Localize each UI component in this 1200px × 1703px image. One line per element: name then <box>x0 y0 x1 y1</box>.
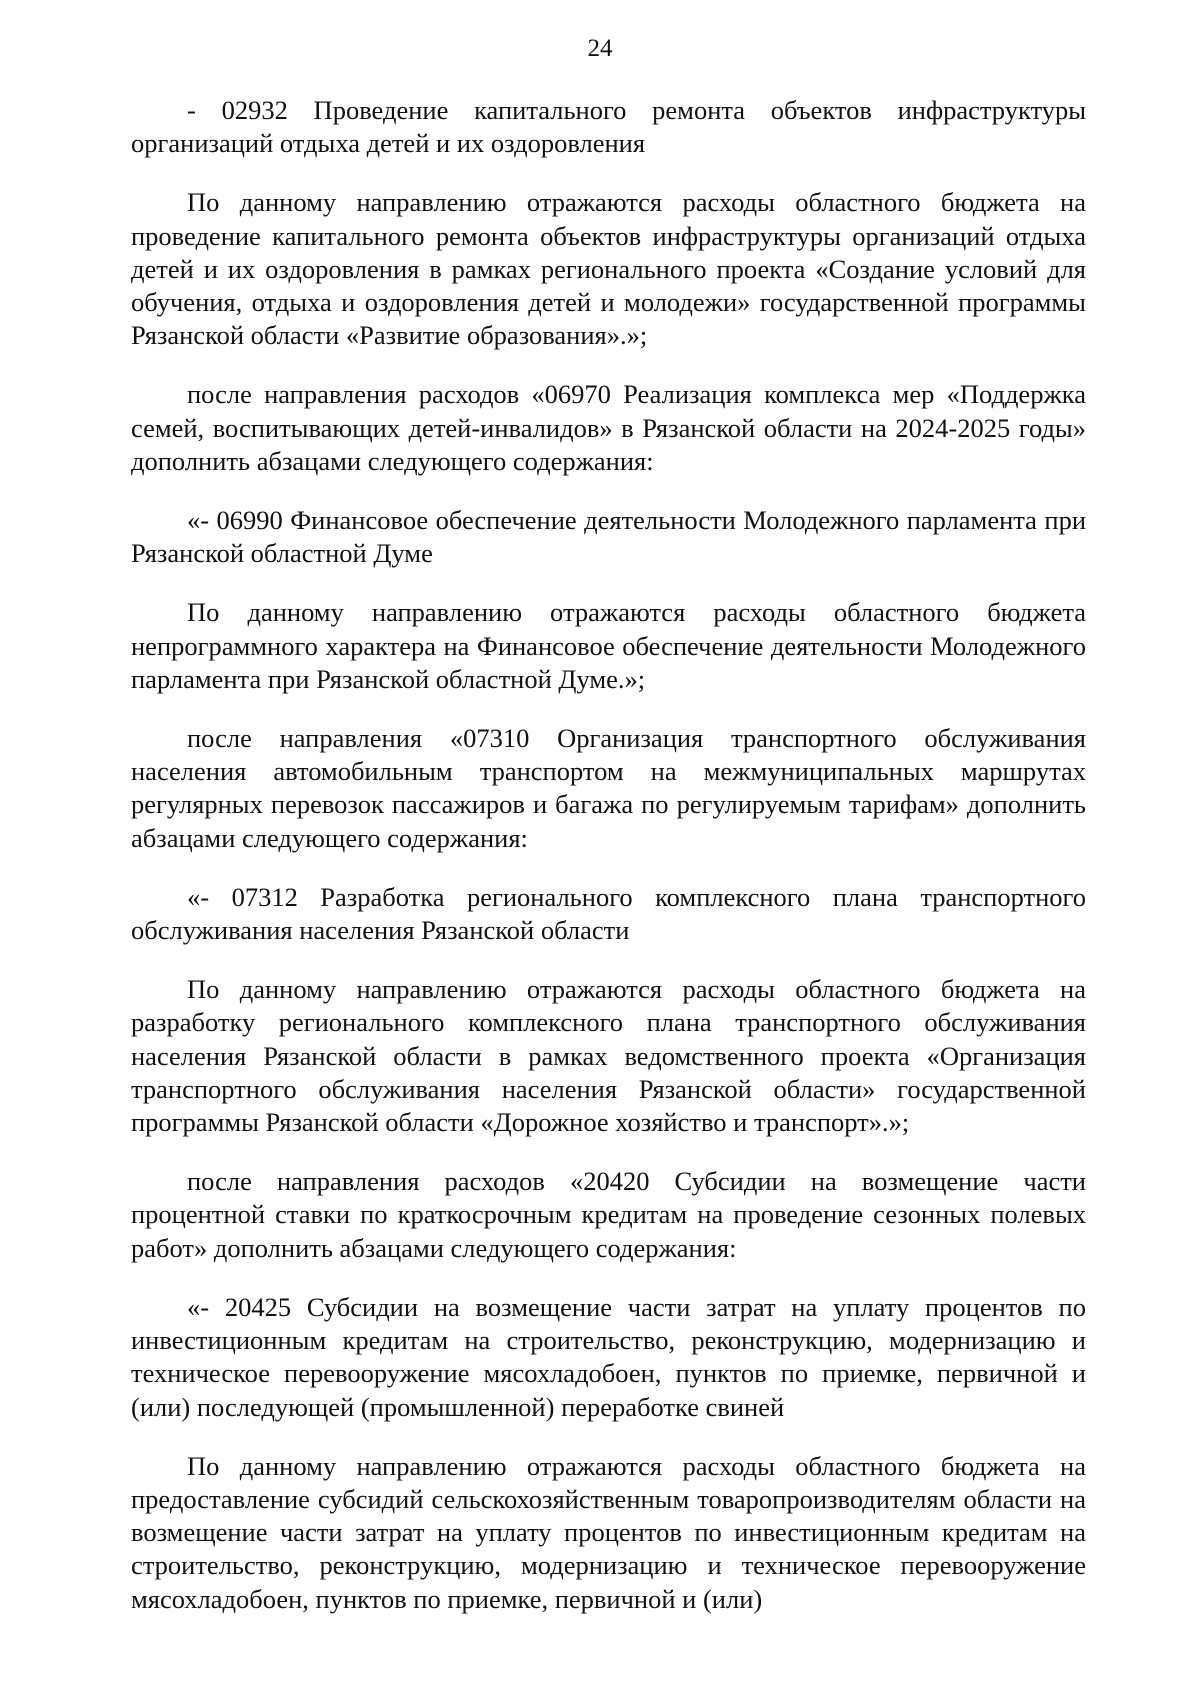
paragraph-after-07310: после направления «07310 Организация транспортного обслуживания населения автомобильным транспортом на межмуниципальных маршрутах регулярных перевозок пассажиров и багажа по регулируемым тарифам» дополнить абзацами следующего содержания: <box>131 723 1086 853</box>
paragraph-20425-heading: «- 20425 Субсидии на возмещение части затрат на уплату процентов по инвестиционным кредитам на строительство, реконструкцию, модернизацию и техническое перевооружение мясохладобоен, пунктов по приемке, первичной и (или) последующей (промышленной) переработке свиней <box>131 1291 1086 1422</box>
paragraph-02932-heading: - 02932 Проведение капитального ремонта объектов инфраструктуры организаций отдыха детей и их оздоровления <box>131 95 1086 159</box>
paragraph-06990-description: По данному направлению отражаются расходы областного бюджета непрограммного характера на Финансовое обеспечение деятельности Молодежного парламента при Рязанской областной Думе.»; <box>131 597 1086 694</box>
paragraph-02932-description: По данному направлению отражаются расходы областного бюджета на проведение капитального ремонта объектов инфраструктуры организаций отдыха детей и их оздоровления в рамках регионального проекта «Создание условий для обучения, отдыха и оздоровления детей и молодежи» государственной программы Рязанской области «Развитие образования».»; <box>131 187 1086 351</box>
paragraph-after-06970: после направления расходов «06970 Реализация комплекса мер «Поддержка семей, воспитывающих детей-инвалидов» в Рязанской области на 2024-2025 годы» дополнить абзацами следующего содержания: <box>131 379 1086 476</box>
paragraph-06990-heading: «- 06990 Финансовое обеспечение деятельности Молодежного парламента при Рязанской областной Думе <box>131 505 1086 569</box>
paragraph-20425-description: По данному направлению отражаются расходы областного бюджета на предоставление субсидий сельскохозяйственным товаропроизводителям области на возмещение части затрат на уплату процентов по инвестиционным кредитам на строительство, реконструкцию, модернизацию и техническое перевооружение мясохладобоен, пунктов по приемке, первичной и (или) <box>131 1450 1086 1614</box>
paragraph-after-20420: после направления расходов «20420 Субсидии на возмещение части процентной ставки по краткосрочным кредитам на проведение сезонных полевых работ» дополнить абзацами следующего содержания: <box>131 1166 1086 1263</box>
page-number: 24 <box>587 35 613 62</box>
paragraph-07312-heading: «- 07312 Разработка регионального комплексного плана транспортного обслуживания населения Рязанской области <box>131 881 1086 946</box>
document-body <box>131 94 1086 1640</box>
paragraph-07312-description: По данному направлению отражаются расходы областного бюджета на разработку регионального комплексного плана транспортного обслуживания населения Рязанской области в рамках ведомственного проекта «Организация транспортного обслуживания населения Рязанской области» государственной программы Рязанской области «Дорожное хозяйство и транспорт».»; <box>131 974 1086 1138</box>
